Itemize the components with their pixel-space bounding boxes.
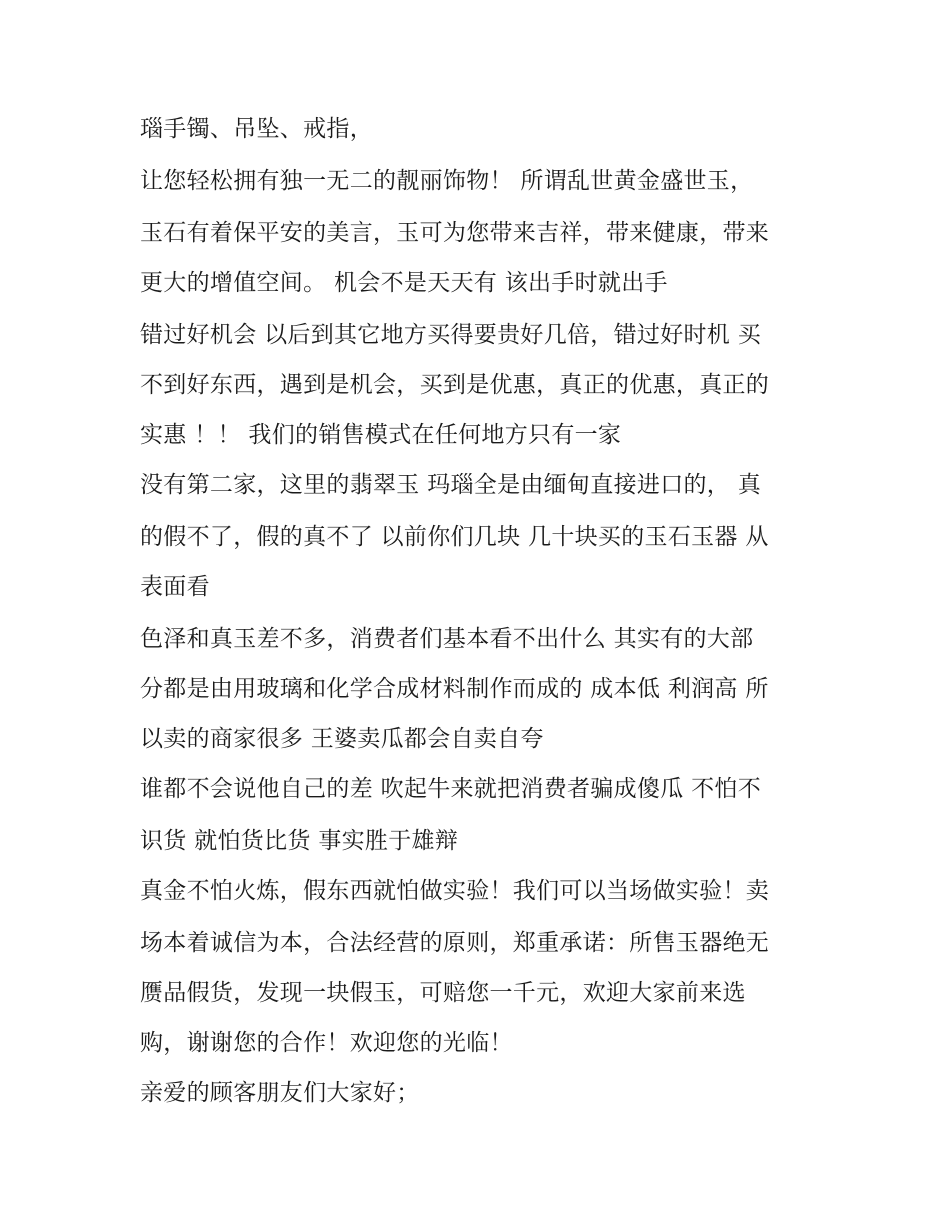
text-line: 识货 就怕货比货 事实胜于雄辩: [140, 828, 459, 854]
text-line: 错过好机会 以后到其它地方买得要贵好几倍，错过好时机 买: [140, 322, 762, 348]
text-line: 赝品假货，发现一块假玉，可赔您一千元，欢迎大家前来选: [140, 980, 746, 1006]
text-line: 色泽和真玉差不多，消费者们基本看不出什么 其实有的大部: [140, 626, 754, 652]
text-line: 让您轻松拥有独一无二的靓丽饰物！ 所谓乱世黄金盛世玉，: [140, 168, 754, 194]
text-line: 场本着诚信为本，合法经营的原则，郑重承诺：所售玉器绝无: [140, 930, 770, 956]
text-line: 没有第二家，这里的翡翠玉 玛瑙全是由缅甸直接进口的， 真: [140, 472, 762, 498]
text-line: 表面看: [140, 574, 210, 600]
text-line: 购，谢谢您的合作！欢迎您的光临！: [140, 1030, 513, 1056]
text-line: 玉石有着保平安的美言，玉可为您带来吉祥，带来健康，带来: [140, 220, 770, 246]
text-line: 实惠 ！！ 我们的销售模式在任何地方只有一家: [140, 422, 622, 448]
text-line: 真金不怕火炼，假东西就怕做实验！我们可以当场做实验！卖: [140, 878, 770, 904]
text-line: 谁都不会说他自己的差 吹起牛来就把消费者骗成傻瓜 不怕不: [140, 776, 762, 802]
text-line: 以卖的商家很多 王婆卖瓜都会自卖自夸: [140, 726, 544, 752]
text-line: 亲爱的顾客朋友们大家好；: [140, 1080, 420, 1106]
text-line: 瑙手镯、吊坠、戒指，: [140, 116, 373, 142]
text-line: 更大的增值空间。 机会不是天天有 该出手时就出手: [140, 270, 668, 296]
text-line: 分都是由用玻璃和化学合成材料制作而成的 成本低 利润高 所: [140, 676, 769, 702]
text-line: 不到好东西，遇到是机会，买到是优惠，真正的优惠，真正的: [140, 372, 770, 398]
text-line: 的假不了，假的真不了 以前你们几块 几十块买的玉石玉器 从: [140, 524, 769, 550]
